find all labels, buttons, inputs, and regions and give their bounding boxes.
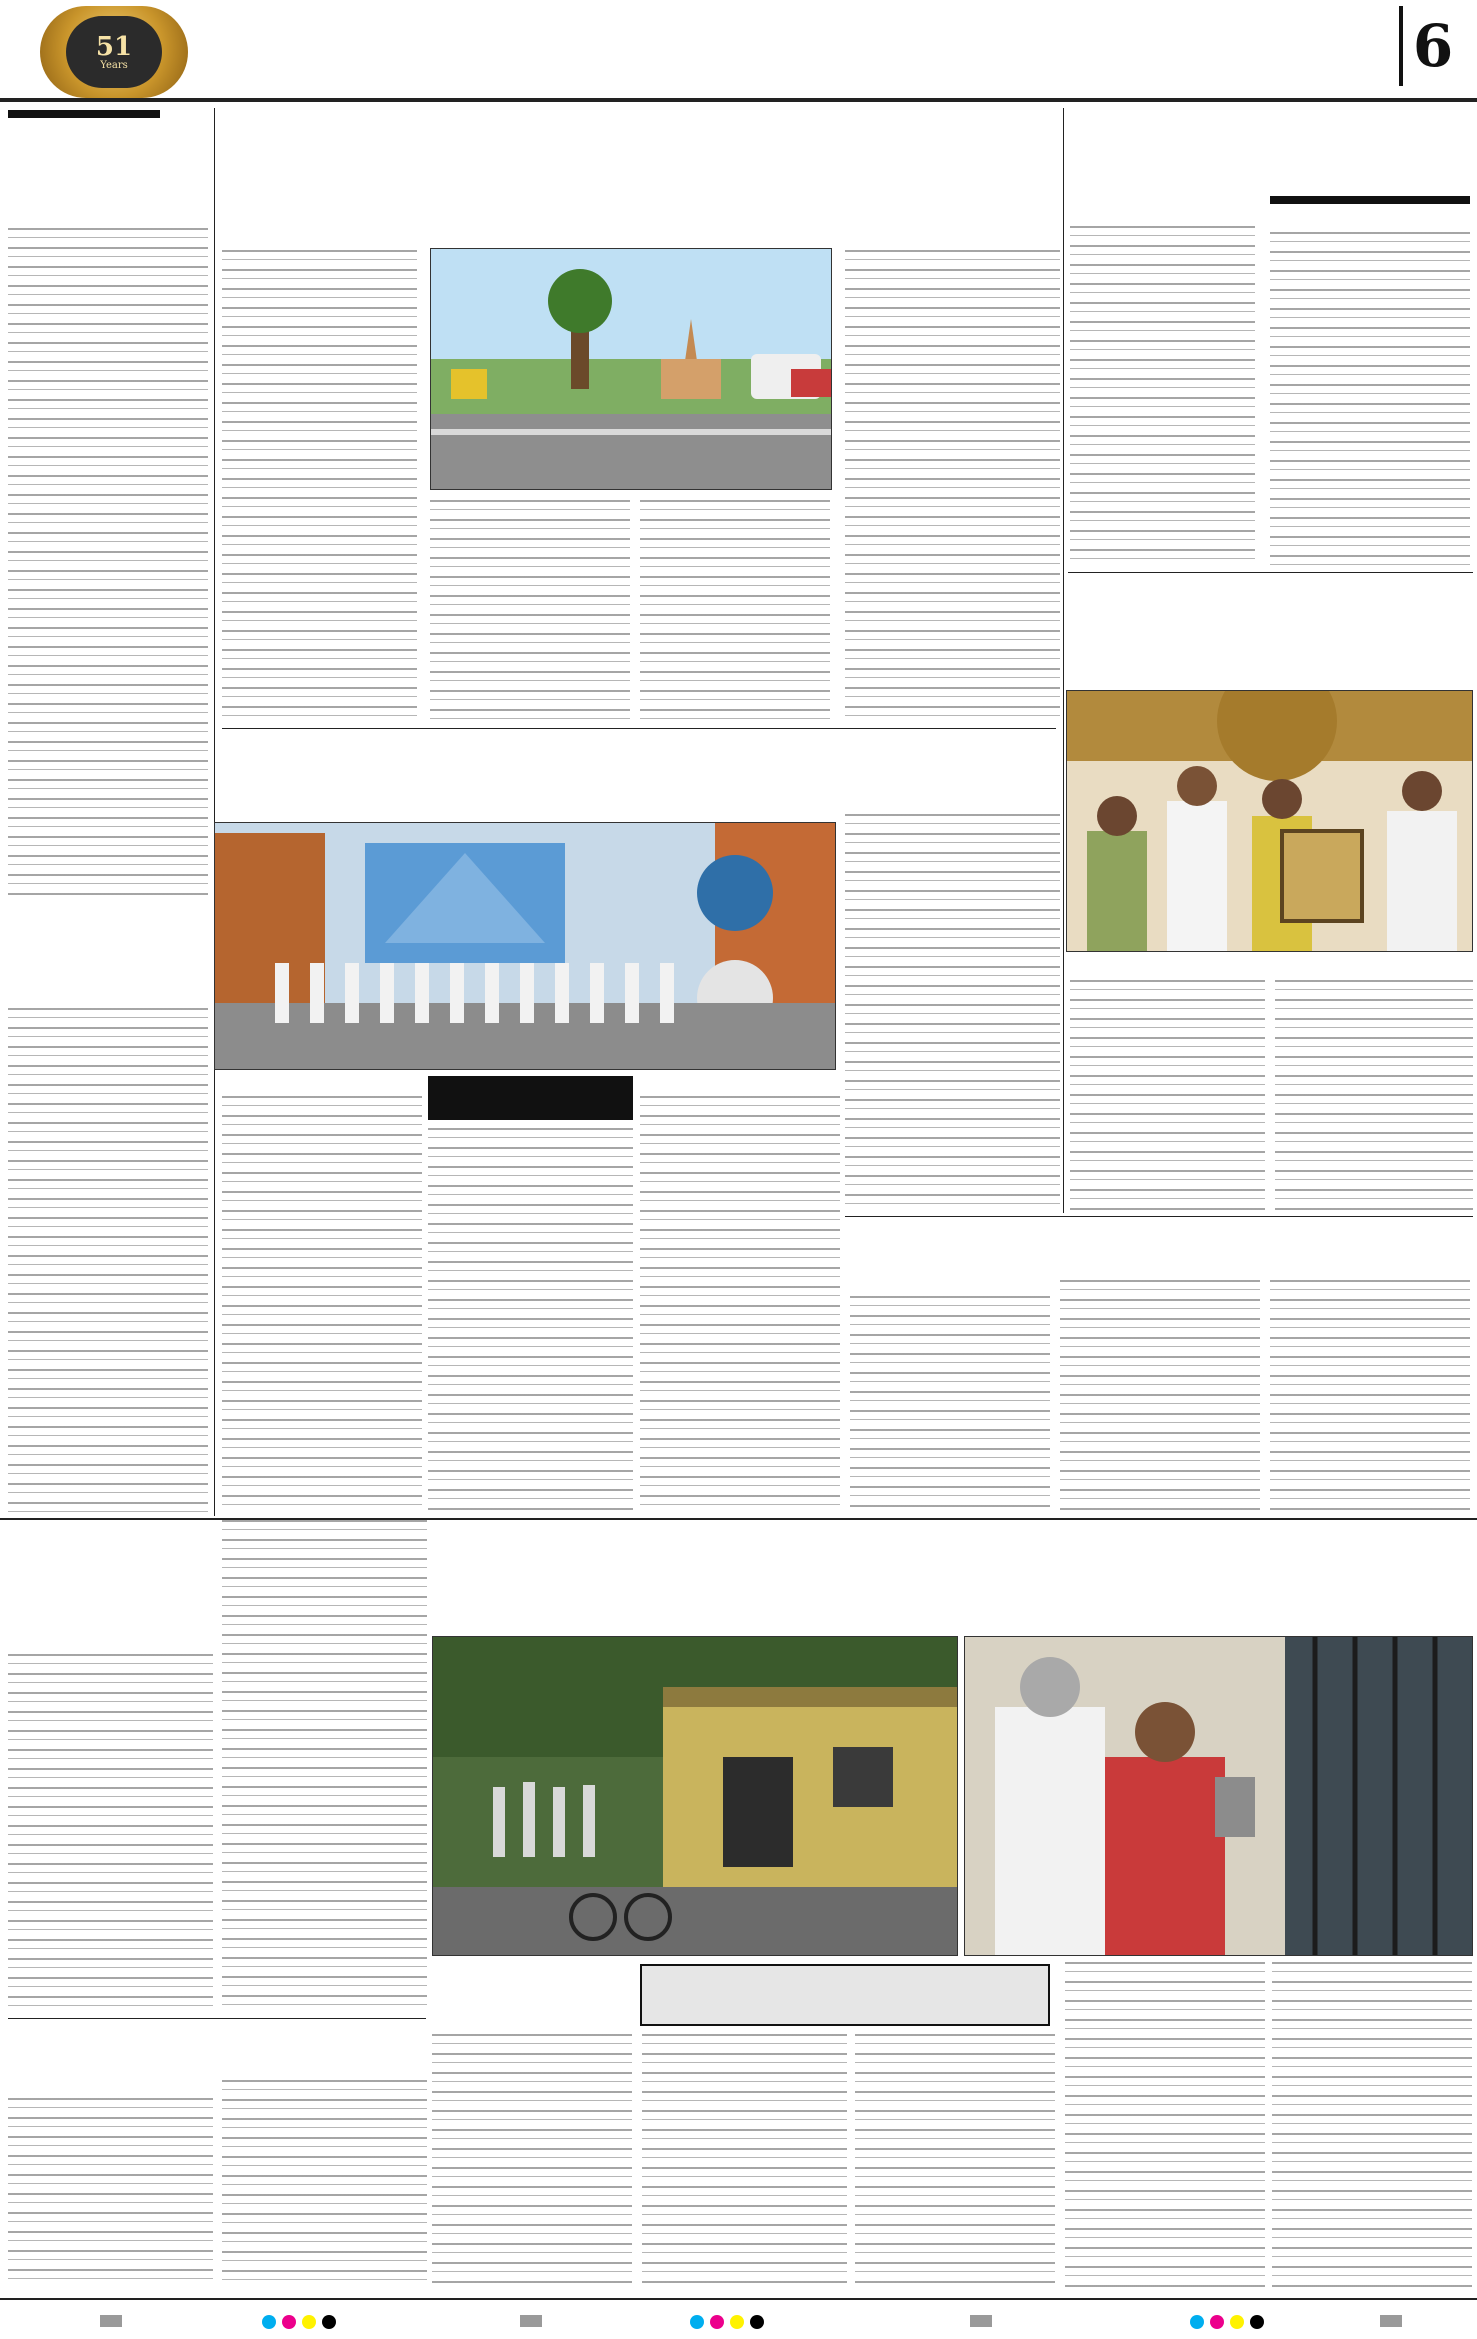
registration-dot-magenta <box>282 2315 296 2329</box>
newspaper-logo <box>40 6 188 98</box>
lead-body-col3 <box>640 500 830 720</box>
logo-number: 51 <box>95 31 133 62</box>
registration-dot-cyan <box>1190 2315 1204 2329</box>
obituary-body-col1 <box>8 2098 213 2287</box>
university-photo-felicitation <box>1066 690 1473 952</box>
quarters-body-col3 <box>432 2034 632 2287</box>
section-divider <box>845 1216 1473 1217</box>
university-body-col1 <box>1070 980 1265 1212</box>
top-right-body-col2 <box>1270 232 1470 566</box>
registration-dot-yellow <box>302 2315 316 2329</box>
bus-headline <box>845 728 1060 790</box>
obituary-body-col2 <box>222 2080 427 2287</box>
column-divider <box>1063 108 1064 1213</box>
electricity-body-col3 <box>1270 1280 1470 1511</box>
kalinga-body-col1 <box>222 1096 422 1511</box>
registration-dot-cyan <box>262 2315 276 2329</box>
registration-dot-black <box>1250 2315 1264 2329</box>
temple-headline <box>8 908 208 988</box>
page-number: 6 <box>1399 6 1463 86</box>
university-headline <box>1068 580 1473 684</box>
section-divider <box>1068 572 1473 573</box>
quarters-body-col4 <box>642 2034 847 2287</box>
kalinga-photo-studio-visit <box>214 822 836 1070</box>
section-divider <box>8 2018 426 2019</box>
registration-dot-yellow <box>730 2315 744 2329</box>
lead-body-col1 <box>222 250 417 720</box>
brief-kicker <box>8 110 160 118</box>
registration-bar <box>520 2315 542 2327</box>
university-body-col2 <box>1275 980 1473 1212</box>
kalinga-body-col2 <box>428 1128 633 1511</box>
footer-rule <box>0 2298 1477 2300</box>
bus-body-text <box>845 814 1060 1212</box>
registration-bar <box>1380 2315 1402 2327</box>
anniversary-badge <box>66 16 162 88</box>
registration-dot-black <box>750 2315 764 2329</box>
registration-dot-black <box>322 2315 336 2329</box>
registration-dot-yellow <box>1230 2315 1244 2329</box>
lead-body-col2 <box>430 500 630 720</box>
top-right-kicker <box>1270 196 1470 204</box>
registration-marks <box>262 2315 336 2329</box>
quarters-body-col1 <box>1065 1962 1265 2287</box>
masthead-rule <box>0 98 1477 102</box>
quarters-body-col5 <box>855 2034 1055 2287</box>
electricity-body-col1 <box>850 1296 1050 1511</box>
top-right-body-col1 <box>1070 226 1255 566</box>
registration-marks <box>690 2315 764 2329</box>
electricity-body-col2 <box>1060 1280 1260 1511</box>
lead-body-col4 <box>845 250 1060 720</box>
registration-bar <box>970 2315 992 2327</box>
quarters-body-col2 <box>1272 1962 1472 2287</box>
column-divider <box>214 108 215 1516</box>
registration-dot-magenta <box>710 2315 724 2329</box>
brief-body-text <box>8 228 208 900</box>
temple-body-text <box>8 1008 208 1513</box>
helmet-body-col1 <box>8 1654 213 2014</box>
registration-dot-magenta <box>1210 2315 1224 2329</box>
kalinga-body-col3 <box>640 1096 840 1511</box>
logo-years: Years <box>100 59 128 71</box>
registration-bar <box>100 2315 122 2327</box>
quarters-photo-building <box>432 1636 958 1956</box>
registration-marks <box>1190 2315 1264 2329</box>
quarters-photo-lock-seal <box>964 1636 1473 1956</box>
lead-photo-city-square <box>430 248 832 490</box>
helmet-body-col2 <box>222 1520 427 2014</box>
registration-dot-cyan <box>690 2315 704 2329</box>
utkal-kicker <box>640 1964 1050 2026</box>
kalinga-kicker <box>428 1076 633 1120</box>
